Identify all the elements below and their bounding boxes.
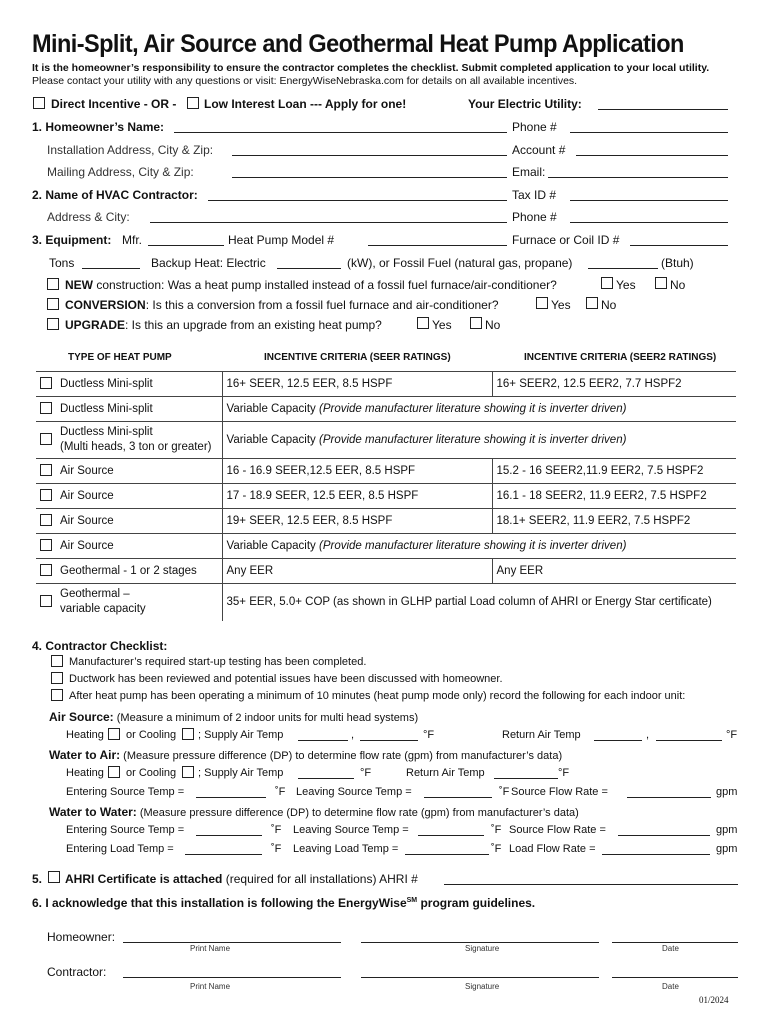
upgrade-no-checkbox[interactable] xyxy=(470,317,482,329)
air-cooling-checkbox[interactable] xyxy=(182,728,194,740)
mfr-label: Mfr. xyxy=(122,233,142,247)
wtw-entering-source-label: Entering Source Temp = xyxy=(66,824,185,836)
wta-return-temp[interactable] xyxy=(494,778,558,779)
conversion-question xyxy=(65,299,499,311)
wtw-leaving-load-field[interactable] xyxy=(405,854,489,855)
mfr-field[interactable] xyxy=(148,245,224,246)
row-criteria-note: (Provide manufacturer literature showing it is inverter driven) xyxy=(318,434,627,446)
model-field[interactable] xyxy=(368,245,507,246)
upgrade-text: : Is this an upgrade from an existing heat pump? xyxy=(125,318,382,332)
row-checkbox[interactable] xyxy=(40,564,52,576)
table-header-seer2: INCENTIVE CRITERIA (SEER2 RATINGS) xyxy=(524,352,717,363)
wtw-leaving-load-deg: ˚F xyxy=(491,843,502,855)
homeowner-print-name-caption: Print Name xyxy=(190,944,231,953)
row-type: Ductless Mini-split xyxy=(60,378,153,390)
wta-cooling-label: or Cooling xyxy=(126,767,177,779)
air-return-label: Return Air Temp xyxy=(502,729,581,741)
row-seer: 16+ SEER, 12.5 EER, 8.5 HSPF xyxy=(222,372,492,397)
air-supply-deg: °F xyxy=(423,729,435,741)
intro-normal: Please contact your utility with any questions or visit: EnergyWiseNebraska.com for details on all available incentives. xyxy=(32,75,578,87)
contractor-address-label: Address & City: xyxy=(47,210,130,224)
new-construction-checkbox[interactable] xyxy=(47,278,59,290)
wta-cooling-checkbox[interactable] xyxy=(182,766,194,778)
homeowner-signature-field[interactable] xyxy=(361,942,599,943)
wtw-leaving-source-field[interactable] xyxy=(418,835,484,836)
account-field[interactable] xyxy=(576,155,728,156)
row-type-note: (Multi heads, 3 ton or greater) xyxy=(60,441,212,453)
air-source-heading xyxy=(49,711,418,724)
row-seer2: 16+ SEER2, 12.5 EER2, 7.7 HSPF2 xyxy=(492,372,736,397)
coil-id-label: Furnace or Coil ID # xyxy=(512,233,620,247)
row-seer: 17 - 18.9 SEER, 12.5 EER, 8.5 HSPF xyxy=(222,484,492,509)
air-return-temp-2[interactable] xyxy=(656,740,722,741)
row-seer2: Any EER xyxy=(492,559,736,584)
tax-id-field[interactable] xyxy=(570,200,728,201)
wta-entering-source-label: Entering Source Temp = xyxy=(66,786,185,798)
row-seer: Any EER xyxy=(222,559,492,584)
water-to-air-heading xyxy=(49,749,562,762)
homeowner-phone-field[interactable] xyxy=(570,132,728,133)
air-return-deg: °F xyxy=(726,729,738,741)
row-type-note: variable capacity xyxy=(60,603,146,616)
row-seer2: 16.1 - 18 SEER2, 11.9 EER2, 7.5 HSPF2 xyxy=(492,484,736,509)
ahri-number-field[interactable] xyxy=(444,884,738,885)
wtw-entering-source-deg: ˚F xyxy=(271,824,282,836)
row-type: Air Source xyxy=(60,465,114,477)
water-to-air-note: (Measure pressure difference (DP) to determine flow rate (gpm) from manufacturer’s data) xyxy=(120,750,563,762)
intro-bold: It is the homeowner’s responsibility to ensure the contractor completes the checklist. Submit completed application to your local utility. xyxy=(32,62,710,74)
contractor-phone-label: Phone # xyxy=(512,210,557,224)
kw-fossil-label: (kW), or Fossil Fuel (natural gas, propane) xyxy=(347,256,573,270)
row-checkbox[interactable] xyxy=(40,539,52,551)
new-yes-checkbox[interactable] xyxy=(601,277,613,289)
row-checkbox[interactable] xyxy=(40,402,52,414)
conversion-checkbox[interactable] xyxy=(47,298,59,310)
checklist-item-2: Ductwork has been reviewed and potential issues have been discussed with homeowner. xyxy=(69,673,503,685)
contractor-name-field[interactable] xyxy=(208,200,507,201)
water-to-water-note: (Measure pressure difference (DP) to determine flow rate (gpm) from manufacturer’s data) xyxy=(136,807,579,819)
checklist-item-1-checkbox[interactable] xyxy=(51,655,63,667)
contractor-name-label: 2. Name of HVAC Contractor: xyxy=(32,188,198,202)
coil-id-field[interactable] xyxy=(630,245,728,246)
ack-sup: SM xyxy=(406,897,418,904)
new-label: NEW xyxy=(65,278,93,292)
checklist-item-3: After heat pump has been operating a minimum of 10 minutes (heat pump mode only) record the following for each indoor unit: xyxy=(69,690,686,702)
mailing-address-label: Mailing Address, City & Zip: xyxy=(47,165,194,179)
row-checkbox[interactable] xyxy=(40,433,52,445)
conversion-no-checkbox[interactable] xyxy=(586,297,598,309)
row-type: Ductless Mini-split xyxy=(60,426,153,438)
contractor-signature-field[interactable] xyxy=(361,977,599,978)
electric-utility-field[interactable] xyxy=(598,109,728,110)
row-checkbox[interactable] xyxy=(40,464,52,476)
row-checkbox[interactable] xyxy=(40,489,52,501)
install-address-label: Installation Address, City & Zip: xyxy=(47,143,214,157)
wtw-entering-load-field[interactable] xyxy=(185,854,262,855)
air-source-title: Air Source: xyxy=(49,710,114,724)
install-address-field[interactable] xyxy=(232,155,507,156)
wta-supply-temp[interactable] xyxy=(298,778,354,779)
backup-heat-label: Backup Heat: Electric xyxy=(151,256,266,270)
ack-text-a: 6. I acknowledge that this installation is following the EnergyWise xyxy=(32,896,407,910)
wtw-source-flow-field[interactable] xyxy=(618,835,710,836)
checklist-item-1: Manufacturer’s required start-up testing has been completed. xyxy=(69,656,367,668)
ahri-checkbox[interactable] xyxy=(48,871,60,883)
table-row xyxy=(36,584,736,621)
wta-supply-deg: °F xyxy=(360,767,372,779)
wta-entering-source-deg: ˚F xyxy=(275,786,286,798)
table-row xyxy=(36,559,736,584)
contractor-print-name-caption: Print Name xyxy=(190,982,231,991)
checklist-item-3-checkbox[interactable] xyxy=(51,689,63,701)
footer-date: 01/2024 xyxy=(699,995,729,1005)
tons-label: Tons xyxy=(49,256,75,270)
homeowner-label: Homeowner: xyxy=(47,930,116,944)
btuh-field[interactable] xyxy=(588,268,658,269)
wtw-entering-load-label: Entering Load Temp = xyxy=(66,843,174,855)
table-row xyxy=(36,484,736,509)
row-type: Ductless Mini-split xyxy=(60,403,153,415)
row-checkbox[interactable] xyxy=(40,595,52,607)
row-seer2: 15.2 - 16 SEER2,11.9 EER2, 7.5 HSPF2 xyxy=(492,459,736,484)
tons-field[interactable] xyxy=(82,268,140,269)
contractor-phone-field[interactable] xyxy=(570,222,728,223)
homeowner-name-field[interactable] xyxy=(174,132,507,133)
wta-source-flow-gpm: gpm xyxy=(716,786,738,798)
account-label: Account # xyxy=(512,143,566,157)
wta-entering-source-field[interactable] xyxy=(196,797,266,798)
row-criteria: 35+ EER, 5.0+ COP (as shown in GLHP partial Load column of AHRI or Energy Star certificate) xyxy=(222,584,736,621)
btuh-label: (Btuh) xyxy=(661,256,694,270)
table-row xyxy=(36,422,736,459)
water-to-water-title: Water to Water: xyxy=(49,805,137,819)
table-row xyxy=(36,397,736,422)
air-supply-comma: , xyxy=(351,729,355,741)
new-no-checkbox[interactable] xyxy=(655,277,667,289)
new-construction-question xyxy=(65,279,557,291)
table-row xyxy=(36,459,736,484)
contractor-checklist-title: 4. Contractor Checklist: xyxy=(32,639,168,653)
row-seer: 16 - 16.9 SEER,12.5 EER, 8.5 HSPF xyxy=(222,459,492,484)
ahri-text xyxy=(65,873,418,885)
conversion-label: CONVERSION xyxy=(65,298,146,312)
wta-heating-checkbox[interactable] xyxy=(108,766,120,778)
ack-text-b: program guidelines. xyxy=(417,896,536,910)
row-type: Air Source xyxy=(60,540,114,552)
upgrade-no-label: No xyxy=(485,318,501,332)
page-title: Mini-Split, Air Source and Geothermal Heat Pump Application xyxy=(32,30,684,58)
water-to-air-title: Water to Air: xyxy=(49,748,121,762)
contractor-date-field[interactable] xyxy=(612,977,738,978)
acknowledgement xyxy=(32,897,535,909)
air-heating-label: Heating xyxy=(66,729,104,741)
ahri-bold: AHRI Certificate is attached xyxy=(65,872,223,886)
row-criteria: Variable Capacity xyxy=(226,540,319,552)
air-return-temp-1[interactable] xyxy=(594,740,642,741)
row-checkbox[interactable] xyxy=(40,377,52,389)
intro-text xyxy=(32,62,722,88)
wtw-load-flow-field[interactable] xyxy=(602,854,710,855)
row-type: Air Source xyxy=(60,490,114,502)
water-to-water-heading xyxy=(49,806,579,819)
mailing-address-field[interactable] xyxy=(232,177,507,178)
wta-source-flow-label: Source Flow Rate = xyxy=(511,786,608,798)
row-type: Geothermal - 1 or 2 stages xyxy=(60,565,197,577)
homeowner-date-field[interactable] xyxy=(612,942,738,943)
homeowner-phone-label: Phone # xyxy=(512,120,557,134)
backup-kw-field[interactable] xyxy=(277,268,341,269)
equipment-label: 3. Equipment: xyxy=(32,233,112,247)
wta-source-flow-field[interactable] xyxy=(627,797,711,798)
row-criteria: Variable Capacity xyxy=(226,403,319,415)
direct-incentive-checkbox[interactable] xyxy=(33,97,45,109)
new-yes-label: Yes xyxy=(616,278,636,292)
new-text: construction: Was a heat pump installed instead of a fossil fuel furnace/air-conditioner? xyxy=(93,278,557,292)
wta-leaving-source-label: Leaving Source Temp = xyxy=(296,786,412,798)
wtw-leaving-source-label: Leaving Source Temp = xyxy=(293,824,409,836)
new-no-label: No xyxy=(670,278,686,292)
homeowner-date-caption: Date xyxy=(662,944,679,953)
wtw-source-flow-label: Source Flow Rate = xyxy=(509,824,606,836)
wtw-leaving-source-deg: ˚F xyxy=(491,824,502,836)
low-interest-loan-checkbox[interactable] xyxy=(187,97,199,109)
tax-id-label: Tax ID # xyxy=(512,188,557,202)
row-criteria: Variable Capacity xyxy=(226,434,319,446)
air-supply-temp-1[interactable] xyxy=(298,740,348,741)
wtw-entering-source-field[interactable] xyxy=(196,835,262,836)
upgrade-yes-checkbox[interactable] xyxy=(417,317,429,329)
upgrade-yes-label: Yes xyxy=(432,318,452,332)
homeowner-name-label: 1. Homeowner’s Name: xyxy=(32,120,165,134)
row-seer2: 18.1+ SEER2, 11.9 EER2, 7.5 HSPF2 xyxy=(492,509,736,534)
wta-supply-label: ; Supply Air Temp xyxy=(198,767,284,779)
section-5-number: 5. xyxy=(32,872,43,886)
air-heating-checkbox[interactable] xyxy=(108,728,120,740)
row-type: Geothermal – xyxy=(60,588,130,601)
row-seer: 19+ SEER, 12.5 EER, 8.5 HSPF xyxy=(222,509,492,534)
air-return-comma: , xyxy=(646,729,650,741)
homeowner-signature-caption: Signature xyxy=(465,944,500,953)
wta-return-label: Return Air Temp xyxy=(406,767,485,779)
incentive-table xyxy=(36,371,736,621)
upgrade-question xyxy=(65,319,382,331)
conversion-no-label: No xyxy=(601,298,617,312)
row-criteria-note: (Provide manufacturer literature showing it is inverter driven) xyxy=(318,403,627,415)
upgrade-label: UPGRADE xyxy=(65,318,126,332)
conversion-yes-checkbox[interactable] xyxy=(536,297,548,309)
contractor-date-caption: Date xyxy=(662,982,679,991)
table-row xyxy=(36,509,736,534)
row-type: Air Source xyxy=(60,515,114,527)
contractor-print-name-field[interactable] xyxy=(123,977,341,978)
conversion-text: : Is this a conversion from a fossil fuel furnace and air-conditioner? xyxy=(145,298,499,312)
wtw-load-flow-gpm: gpm xyxy=(716,843,738,855)
wtw-source-flow-gpm: gpm xyxy=(716,824,738,836)
checklist-item-2-checkbox[interactable] xyxy=(51,672,63,684)
wtw-entering-load-deg: ˚F xyxy=(271,843,282,855)
wta-return-deg: °F xyxy=(558,767,570,779)
direct-incentive-label: Direct Incentive - OR - xyxy=(51,97,177,111)
low-interest-loan-label: Low Interest Loan --- Apply for one! xyxy=(204,97,407,111)
row-checkbox[interactable] xyxy=(40,514,52,526)
email-label: Email: xyxy=(512,165,546,179)
wta-heating-label: Heating xyxy=(66,767,104,779)
air-cooling-label: or Cooling xyxy=(126,729,177,741)
wta-leaving-source-field[interactable] xyxy=(424,797,492,798)
table-row xyxy=(36,372,736,397)
table-header-type: TYPE OF HEAT PUMP xyxy=(68,352,172,363)
air-source-note: (Measure a minimum of 2 indoor units for multi head systems) xyxy=(113,712,419,724)
upgrade-checkbox[interactable] xyxy=(47,318,59,330)
row-criteria-note: (Provide manufacturer literature showing it is inverter driven) xyxy=(318,540,627,552)
contractor-signature-caption: Signature xyxy=(465,982,500,991)
air-supply-label: ; Supply Air Temp xyxy=(198,729,284,741)
ahri-normal: (required for all installations) AHRI # xyxy=(222,872,418,886)
homeowner-print-name-field[interactable] xyxy=(123,942,341,943)
contractor-label: Contractor: xyxy=(47,965,107,979)
air-supply-temp-2[interactable] xyxy=(360,740,418,741)
wtw-load-flow-label: Load Flow Rate = xyxy=(509,843,596,855)
contractor-address-field[interactable] xyxy=(150,222,507,223)
wta-leaving-source-deg: ˚F xyxy=(499,786,510,798)
email-field[interactable] xyxy=(548,177,728,178)
electric-utility-label: Your Electric Utility: xyxy=(468,97,582,111)
table-row xyxy=(36,534,736,559)
table-header-seer: INCENTIVE CRITERIA (SEER RATINGS) xyxy=(264,352,451,363)
wtw-leaving-load-label: Leaving Load Temp = xyxy=(293,843,399,855)
conversion-yes-label: Yes xyxy=(551,298,571,312)
model-label: Heat Pump Model # xyxy=(228,233,335,247)
